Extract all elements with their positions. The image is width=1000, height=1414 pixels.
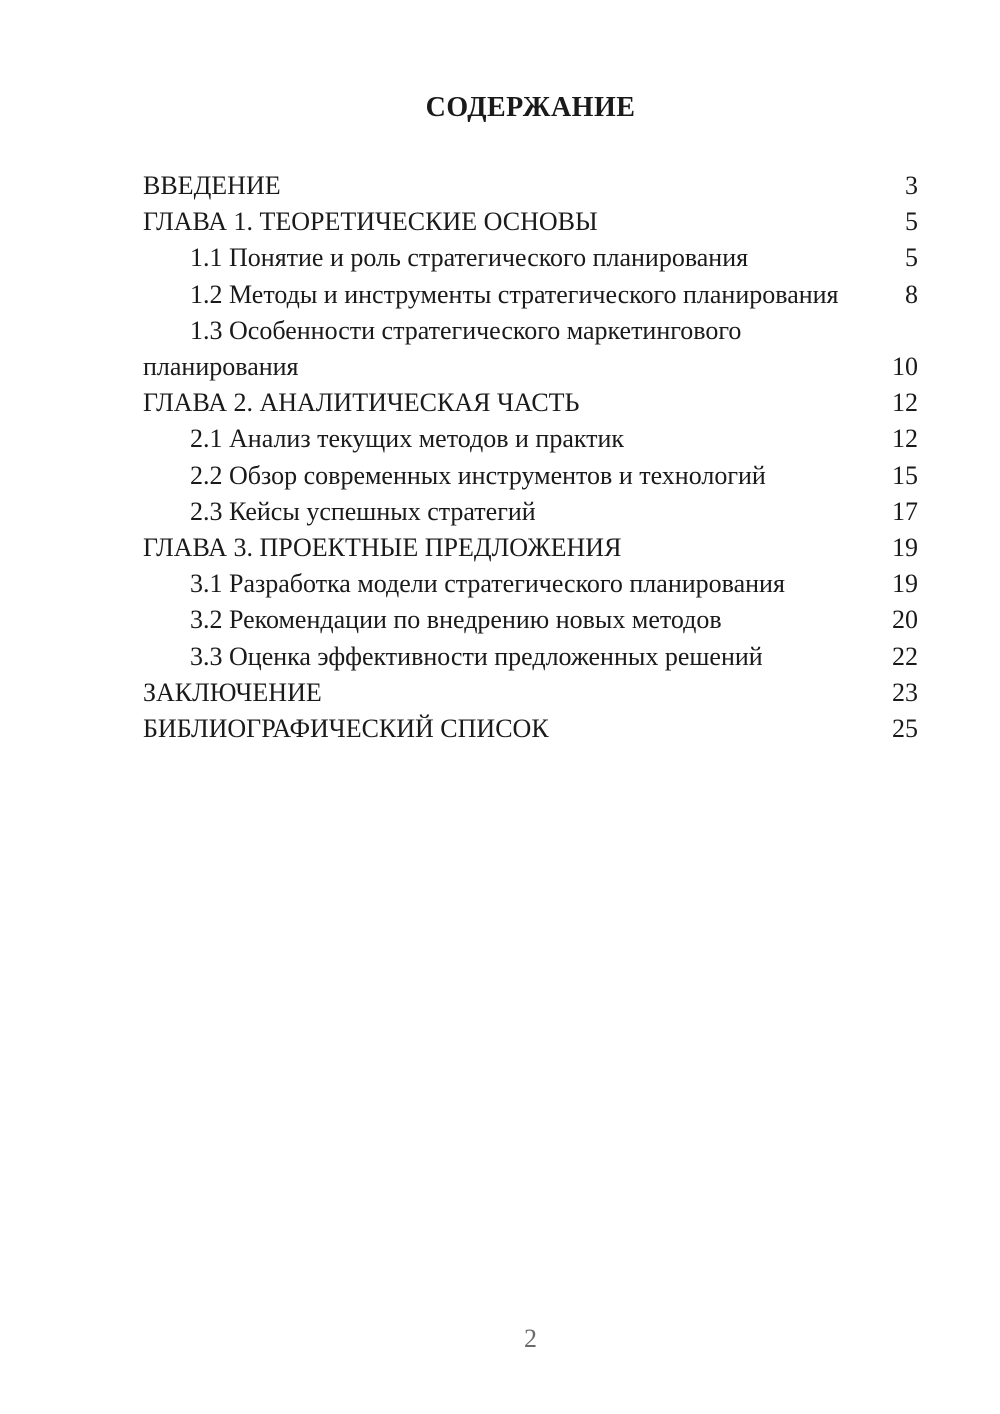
toc-row — [143, 639, 918, 675]
toc-row — [143, 530, 918, 566]
toc-page-number: 12 — [892, 388, 918, 418]
toc-entry-text: 1.2 Методы и инструменты стратегического планирования — [190, 279, 839, 309]
toc-page-number: 12 — [892, 424, 918, 454]
toc-entry-text: ГЛАВА 3. ПРОЕКТНЫЕ ПРЕДЛОЖЕНИЯ — [143, 533, 622, 563]
toc-page-number: 5 — [905, 243, 918, 273]
toc-row — [143, 204, 918, 240]
toc-page-number: 19 — [892, 533, 918, 563]
toc-entry-text: ЗАКЛЮЧЕНИЕ — [143, 677, 322, 707]
toc-page-number: 10 — [892, 352, 918, 382]
toc-row — [143, 602, 918, 638]
toc-page-number: 3 — [905, 171, 918, 200]
toc-row — [143, 458, 918, 494]
toc-page-number: 25 — [892, 714, 918, 744]
toc-page-number: 23 — [892, 677, 918, 707]
footer-page-number: 2 — [524, 1324, 537, 1353]
toc-entry-text: 2.1 Анализ текущих методов и практик — [190, 424, 625, 454]
toc-entry-text: ГЛАВА 2. АНАЛИТИЧЕСКАЯ ЧАСТЬ — [143, 388, 580, 418]
table-of-contents — [143, 168, 918, 747]
toc-page-number: 22 — [892, 641, 918, 671]
toc-entry-text: ГЛАВА 1. ТЕОРЕТИЧЕСКИЕ ОСНОВЫ — [143, 207, 598, 237]
toc-page-number: 5 — [905, 207, 918, 237]
toc-page-number: 19 — [892, 569, 918, 599]
toc-entry-text: 1.3 Особенности стратегического маркетингового — [190, 315, 742, 345]
toc-row — [143, 277, 918, 313]
toc-row — [143, 240, 918, 276]
toc-entry-text: 1.1 Понятие и роль стратегического планирования — [190, 243, 749, 273]
toc-page-number: 17 — [892, 496, 918, 526]
toc-row — [143, 494, 918, 530]
toc-row — [143, 421, 918, 457]
toc-entry-text: планирования — [143, 352, 299, 382]
toc-row — [143, 349, 918, 385]
toc-row — [143, 711, 918, 747]
toc-row — [143, 566, 918, 602]
toc-entry-text: 2.3 Кейсы успешных стратегий — [190, 496, 536, 526]
toc-entry-text: ВВЕДЕНИЕ — [143, 171, 281, 200]
toc-page-number: 8 — [905, 279, 918, 309]
toc-entry-text: 2.2 Обзор современных инструментов и технологий — [190, 460, 766, 490]
toc-entry-text: 3.1 Разработка модели стратегического планирования — [190, 569, 785, 599]
toc-entry-text: БИБЛИОГРАФИЧЕСКИЙ СПИСОК — [143, 714, 549, 744]
toc-row — [143, 385, 918, 421]
toc-entry-text: 3.2 Рекомендации по внедрению новых методов — [190, 605, 722, 635]
toc-entry-text: 3.3 Оценка эффективности предложенных решений — [190, 641, 763, 671]
toc-row — [143, 168, 918, 204]
toc-page-number: 20 — [892, 605, 918, 635]
page-title: СОДЕРЖАНИЕ — [425, 92, 636, 123]
toc-row — [143, 313, 918, 349]
toc-page-number: 15 — [892, 460, 918, 490]
toc-row — [143, 675, 918, 711]
